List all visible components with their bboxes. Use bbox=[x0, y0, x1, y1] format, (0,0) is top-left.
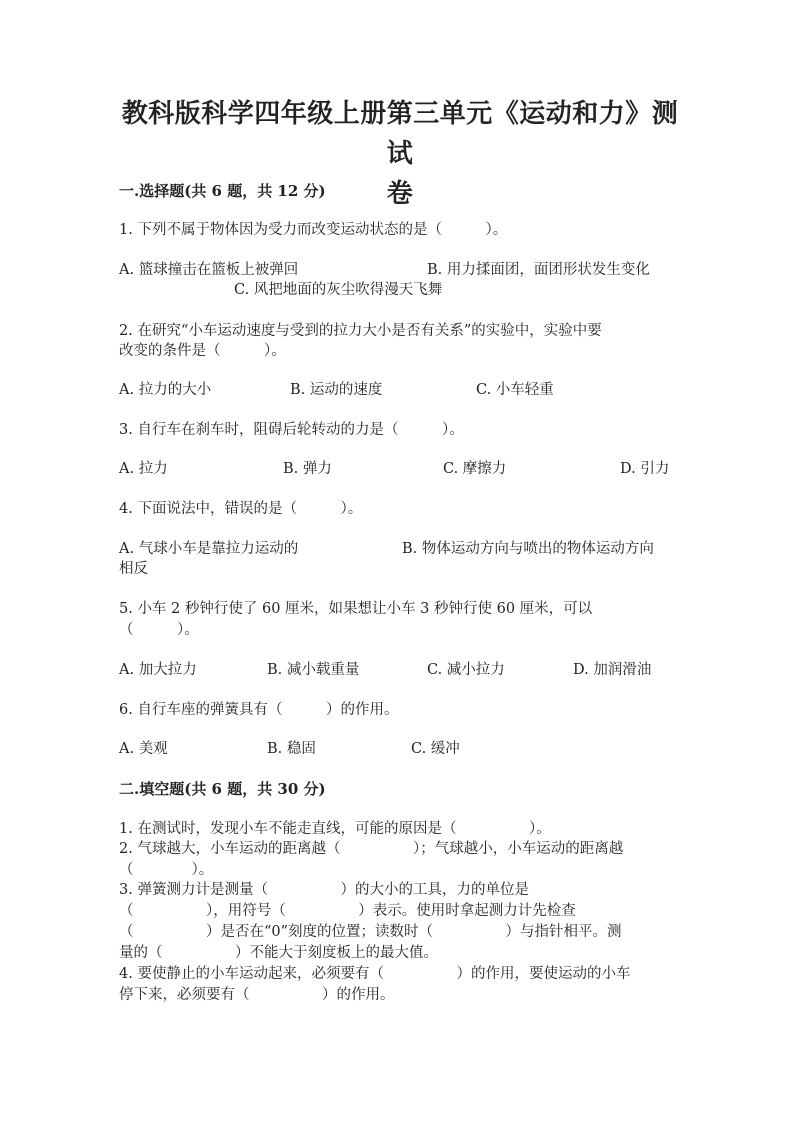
q1-stem: 1. 下列不属于物体因为受力而改变运动状态的是（ ）。 bbox=[119, 222, 508, 238]
fill-4-line-1: 4. 要使静止的小车运动起来，必须要有（ ）的作用，要使运动的小车 bbox=[119, 966, 631, 982]
q1-option-b: B. 用力揉面团，面团形状发生变化 bbox=[427, 262, 650, 278]
fill-2-line-1: 2. 气球越大，小车运动的距离越（ ）；气球越小，小车运动的距离越 bbox=[119, 841, 624, 857]
q3-option-d: D. 引力 bbox=[620, 461, 670, 477]
q1-option-a: A. 篮球撞击在篮板上被弹回 bbox=[119, 262, 299, 278]
fill-3-line-4: 量的（ ）不能大于刻度板上的最大值。 bbox=[119, 945, 438, 961]
q5-option-c: C. 减小拉力 bbox=[427, 662, 505, 678]
q2-option-a: A. 拉力的大小 bbox=[119, 382, 212, 398]
fill-4-line-2: 停下来，必须要有（ ）的作用。 bbox=[119, 987, 395, 1003]
q4-option-a: A. 气球小车是靠拉力运动的 bbox=[119, 541, 299, 557]
q4-stem: 4. 下面说法中，错误的是（ ）。 bbox=[119, 501, 363, 517]
q6-stem: 6. 自行车座的弹簧具有（ ）的作用。 bbox=[119, 702, 399, 718]
q2-stem-line-2: 改变的条件是（ ）。 bbox=[119, 343, 286, 359]
q4-option-b-continued: 相反 bbox=[119, 561, 148, 577]
q5-option-b: B. 减小载重量 bbox=[267, 662, 360, 678]
fill-3-line-2: （ ），用符号（ ）表示。使用时拿起测力计先检查 bbox=[119, 903, 576, 919]
q5-option-a: A. 加大拉力 bbox=[119, 662, 197, 678]
q2-option-c: C. 小车轻重 bbox=[476, 382, 554, 398]
q5-option-d: D. 加润滑油 bbox=[573, 662, 652, 678]
title-line-1: 教科版科学四年级上册第三单元《运动和力》测试 bbox=[121, 99, 679, 169]
fill-3-line-3: （ ）是否在“0”刻度的位置；读数时（ ）与指针相平。测 bbox=[119, 924, 622, 940]
section-1-heading: 一.选择题(共 6 题，共 12 分) bbox=[119, 182, 326, 200]
fill-2-line-2: （ ）。 bbox=[119, 862, 214, 878]
q5-stem-line-1: 5. 小车 2 秒钟行使了 60 厘米，如果想让小车 3 秒钟行使 60 厘米，可以 bbox=[119, 601, 593, 617]
q2-stem-line-1: 2. 在研究“小车运动速度与受到的拉力大小是否有关系”的实验中，实验中要 bbox=[119, 323, 602, 339]
q3-option-b: B. 弹力 bbox=[283, 461, 332, 477]
q3-option-c: C. 摩擦力 bbox=[443, 461, 507, 477]
fill-3-line-1: 3. 弹簧测力计是测量（ ）的大小的工具，力的单位是 bbox=[119, 882, 529, 898]
q6-option-c: C. 缓冲 bbox=[411, 741, 460, 757]
q6-option-b: B. 稳固 bbox=[267, 741, 316, 757]
section-2-heading: 二.填空题(共 6 题，共 30 分) bbox=[119, 780, 326, 798]
q6-option-a: A. 美观 bbox=[119, 741, 168, 757]
q4-option-b: B. 物体运动方向与喷出的物体运动方向 bbox=[402, 541, 654, 557]
fill-1: 1. 在测试时，发现小车不能走直线，可能的原因是（ ）。 bbox=[119, 821, 551, 837]
q5-stem-line-2: （ ）。 bbox=[119, 622, 199, 638]
title-line-2: 卷 bbox=[386, 179, 414, 209]
q2-option-b: B. 运动的速度 bbox=[290, 382, 383, 398]
q3-option-a: A. 拉力 bbox=[119, 461, 168, 477]
q3-stem: 3. 自行车在刹车时，阻碍后轮转动的力是（ ）。 bbox=[119, 422, 464, 438]
q1-option-c: C. 风把地面的灰尘吹得漫天飞舞 bbox=[234, 282, 443, 298]
